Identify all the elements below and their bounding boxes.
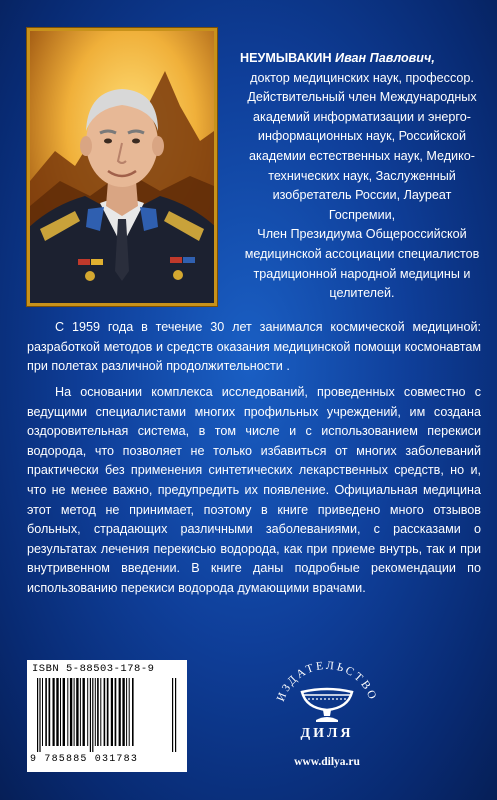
barcode-bar bbox=[92, 678, 93, 752]
barcode-bar bbox=[111, 678, 113, 746]
barcode-bar bbox=[87, 678, 88, 746]
barcode-bar bbox=[95, 678, 96, 746]
bio-line: доктор медицинских наук, профессор. bbox=[250, 70, 474, 85]
method-text: На основании комплекса исследований, проведенных совместно с ведущими специалистами многих профильных учреждений, им создана оздоровительная система, в том числе и с использованием перекиси водорода, что позволяет не только избавиться от многих заболеваний практически без применения синтетических лекарственных средств, но и, что не менее важно, предупредить их появление. Официальная медицина этот метод не принимает, поэтому в книге приведено много отзывов больных, страдающих различными заболеваниями, с рассказами о результатах лечения перекисью водорода, как при приеме внутрь, так и при внутривенном введении. В книге даны подробные рекомендации по использованию перекиси водорода думающими врачами. bbox=[27, 385, 481, 595]
barcode-bar bbox=[126, 678, 127, 746]
barcode-bar bbox=[76, 678, 78, 746]
barcode-bar bbox=[119, 678, 121, 746]
bio-line: Член Президиума Общероссийской bbox=[257, 227, 467, 242]
barcode-bar bbox=[100, 678, 101, 746]
barcode-bar bbox=[67, 678, 68, 746]
bio-line: Действительный член Международных bbox=[247, 90, 477, 105]
author-bio bbox=[238, 49, 486, 304]
bio-line: академий информатизации и энерго- bbox=[253, 109, 471, 124]
barcode bbox=[27, 660, 187, 772]
barcode-bar bbox=[172, 678, 173, 752]
barcode-bar bbox=[80, 678, 81, 746]
barcode-bar bbox=[74, 678, 75, 746]
barcode-bar bbox=[104, 678, 106, 746]
author-photo-frame bbox=[27, 28, 217, 306]
ean-digits: 9 785885 031783 bbox=[30, 754, 139, 765]
author-surname: НЕУМЫВАКИН bbox=[240, 51, 332, 65]
career-text: С 1959 года в течение 30 лет занимался космической медициной: разработкой методов и средств оказания медицинской помощи космонавтам при полетах различной продолжительности . bbox=[27, 320, 481, 374]
barcode-bar bbox=[122, 678, 124, 746]
barcode-bar bbox=[42, 678, 43, 746]
barcode-bar bbox=[63, 678, 65, 746]
bio-line: традиционной народной медицины и bbox=[253, 266, 471, 281]
bio-line: изобретатель России, Лауреат Госпремии, bbox=[272, 188, 452, 222]
barcode-bar bbox=[97, 678, 99, 746]
author-name bbox=[238, 49, 486, 69]
publisher-website[interactable]: www.dilya.ru bbox=[294, 756, 360, 768]
publisher-name: ДИЛЯ bbox=[300, 726, 354, 741]
barcode-bar bbox=[56, 678, 58, 746]
bio-line: целителей. bbox=[329, 286, 395, 301]
barcode-bar bbox=[45, 678, 47, 746]
barcode-bars bbox=[35, 678, 179, 752]
publisher-arc-text: ИЗДАТЕЛЬСТВО bbox=[274, 659, 380, 704]
author-photo bbox=[30, 31, 214, 303]
barcode-bar bbox=[115, 678, 117, 746]
barcode-bar bbox=[107, 678, 109, 746]
barcode-bar bbox=[49, 678, 51, 746]
author-given-names: Иван Павлович, bbox=[335, 51, 435, 65]
career-paragraph bbox=[27, 318, 481, 377]
author-portrait-illustration bbox=[30, 31, 214, 303]
bio-line: информационных наук, Российской bbox=[257, 129, 467, 144]
barcode-bar bbox=[53, 678, 55, 746]
barcode-bar bbox=[39, 678, 40, 752]
barcode-bar bbox=[70, 678, 72, 746]
barcode-bar bbox=[37, 678, 38, 752]
isbn-label: ISBN 5-88503-178-9 bbox=[32, 663, 155, 675]
bio-line: технических наук, Заслуженный bbox=[268, 168, 456, 183]
barcode-bar bbox=[132, 678, 134, 746]
barcode-bar bbox=[90, 678, 91, 752]
barcode-bar bbox=[60, 678, 61, 746]
bio-line: академии естественных наук, Медико- bbox=[249, 148, 475, 163]
method-paragraph bbox=[27, 383, 481, 599]
barcode-bar bbox=[129, 678, 130, 746]
bio-line: медицинской ассоциации специалистов bbox=[244, 246, 480, 261]
barcode-bar bbox=[175, 678, 176, 752]
barcode-bar bbox=[83, 678, 85, 746]
